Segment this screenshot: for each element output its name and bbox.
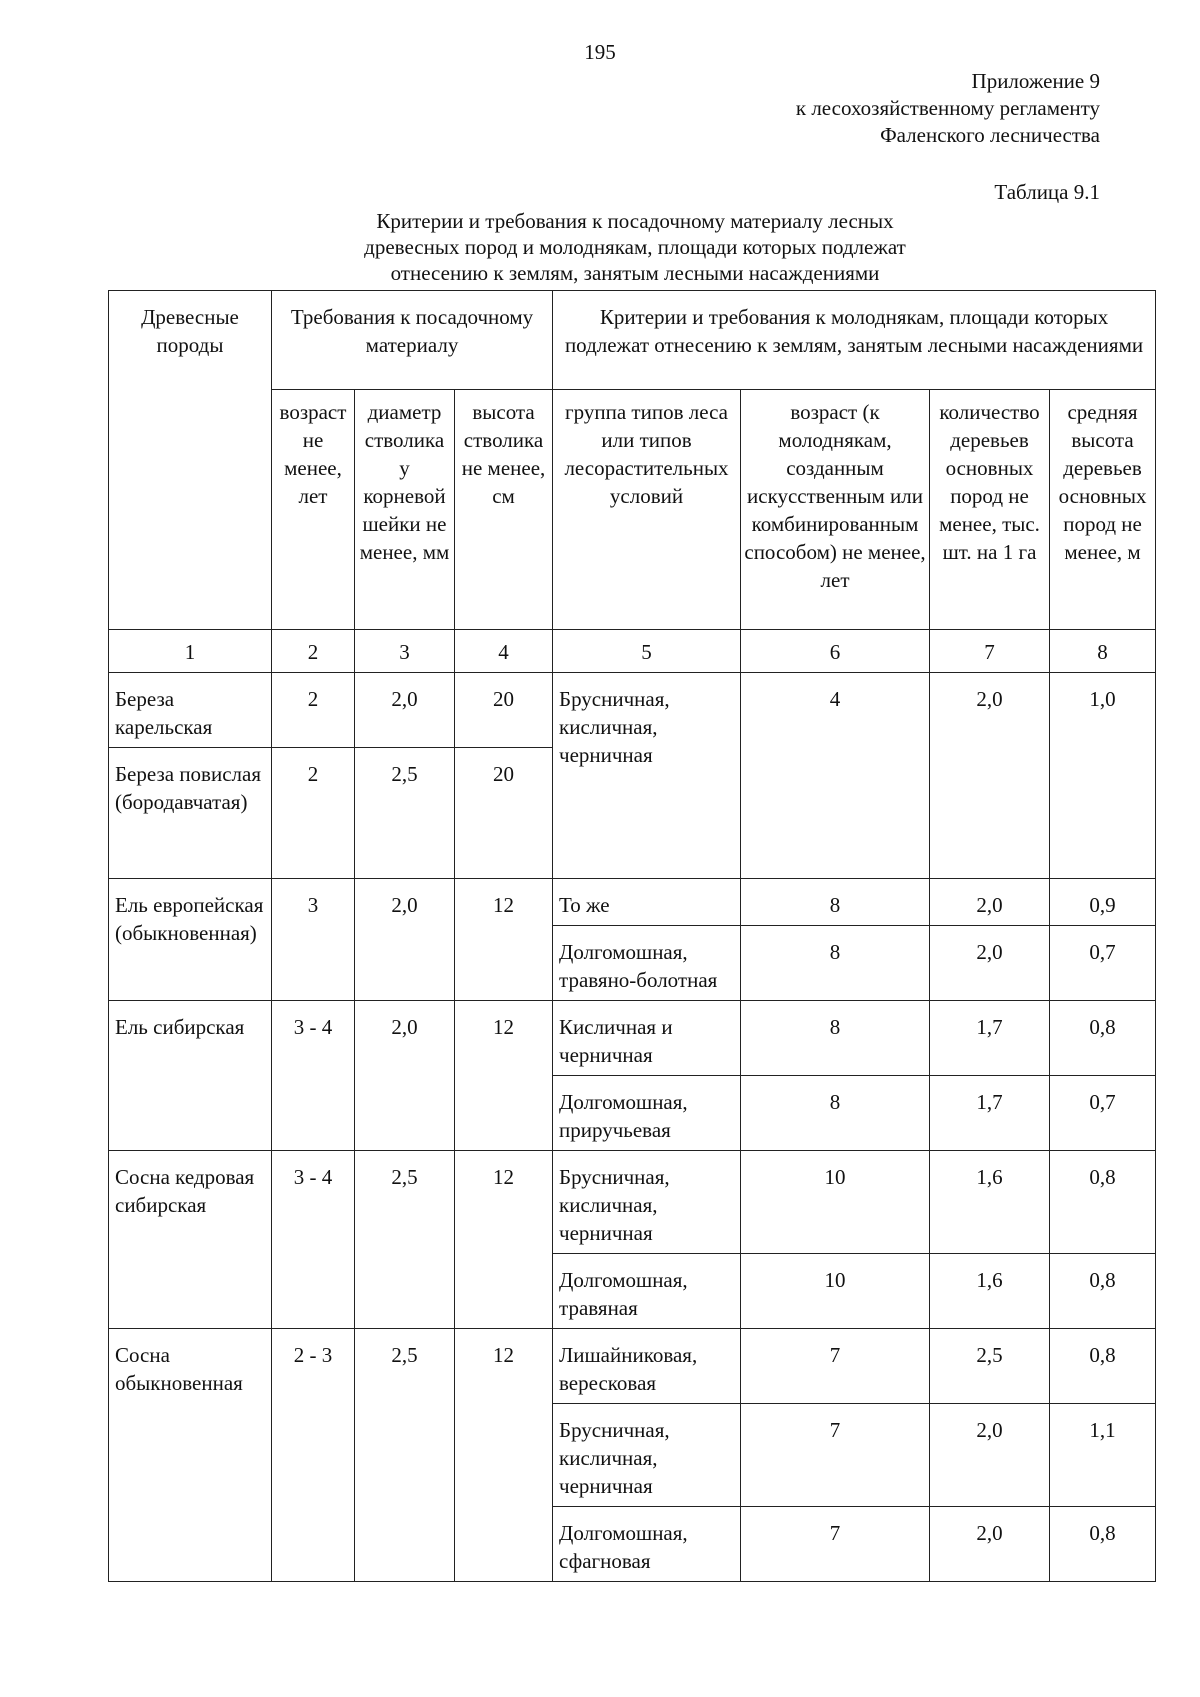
age-cell: 3 (272, 879, 355, 1001)
forest-type-cell: Брусничная, кисличная, черничная (553, 673, 741, 879)
young-age-cell: 10 (741, 1151, 930, 1254)
forest-type-cell: Долгомошная, травяно-болотная (553, 926, 741, 1001)
forest-type-cell: Брусничная, кисличная, черничная (553, 1151, 741, 1254)
table-row (109, 1151, 1156, 1254)
tree-count-cell: 2,0 (930, 879, 1050, 926)
forest-type-cell: То же (553, 879, 741, 926)
header-young-requirements: Критерии и требования к молоднякам, площади которых подлежат отнесению к землям, занятым лесными насаждениями (553, 291, 1156, 390)
avg-height-cell: 0,7 (1050, 1076, 1156, 1151)
table-row (109, 673, 1156, 748)
avg-height-cell: 0,8 (1050, 1254, 1156, 1329)
tree-count-cell: 1,6 (930, 1254, 1050, 1329)
height-cell: 12 (455, 1001, 553, 1151)
column-number: 7 (930, 630, 1050, 673)
forest-type-cell: Долгомошная, травяная (553, 1254, 741, 1329)
avg-height-cell: 1,0 (1050, 673, 1156, 879)
height-cell: 12 (455, 1151, 553, 1329)
caption-line: древесных пород и молоднякам, площади которых подлежат (364, 235, 906, 259)
table-row (109, 1001, 1156, 1076)
header-young-age: возраст (к молоднякам, созданным искусственным или комбинированным способом) не менее, лет (741, 390, 930, 630)
species-cell: Ель европейская (обыкновенная) (109, 879, 272, 1001)
height-cell: 20 (455, 748, 553, 879)
appendix-line: Фаленского лесничества (880, 123, 1100, 147)
young-age-cell: 7 (741, 1404, 930, 1507)
avg-height-cell: 0,8 (1050, 1151, 1156, 1254)
avg-height-cell: 0,8 (1050, 1001, 1156, 1076)
age-cell: 3 - 4 (272, 1151, 355, 1329)
diameter-cell: 2,0 (355, 879, 455, 1001)
tree-count-cell: 2,0 (930, 673, 1050, 879)
caption-line: Критерии и требования к посадочному материалу лесных (376, 209, 894, 233)
age-cell: 3 - 4 (272, 1001, 355, 1151)
tree-count-cell: 1,6 (930, 1151, 1050, 1254)
age-cell: 2 (272, 748, 355, 879)
column-number: 6 (741, 630, 930, 673)
diameter-cell: 2,5 (355, 1151, 455, 1329)
header-avg-height: средняя высота деревьев основных пород не менее, м (1050, 390, 1156, 630)
header-diameter: диаметр стволика у корневой шейки не менее, мм (355, 390, 455, 630)
species-cell: Береза повислая (бородавчатая) (109, 748, 272, 879)
species-cell: Сосна кедровая сибирская (109, 1151, 272, 1329)
avg-height-cell: 0,8 (1050, 1329, 1156, 1404)
age-cell: 2 (272, 673, 355, 748)
diameter-cell: 2,0 (355, 673, 455, 748)
table-caption (0, 208, 1200, 286)
column-number: 2 (272, 630, 355, 673)
avg-height-cell: 0,7 (1050, 926, 1156, 1001)
appendix-heading (796, 68, 1100, 149)
tree-count-cell: 2,5 (930, 1329, 1050, 1404)
tree-count-cell: 2,0 (930, 926, 1050, 1001)
header-planting-requirements: Требования к посадочному материалу (272, 291, 553, 390)
table-row (109, 879, 1156, 926)
page-number: 195 (584, 40, 616, 64)
young-age-cell: 10 (741, 1254, 930, 1329)
young-age-cell: 7 (741, 1507, 930, 1582)
appendix-line: к лесохозяйственному регламенту (795, 96, 1100, 120)
species-cell: Береза карельская (109, 673, 272, 748)
forest-type-cell: Кисличная и черничная (553, 1001, 741, 1076)
forest-type-cell: Брусничная, кисличная, черничная (553, 1404, 741, 1507)
height-cell: 12 (455, 879, 553, 1001)
forest-type-cell: Долгомошная, приручьевая (553, 1076, 741, 1151)
column-number: 1 (109, 630, 272, 673)
height-cell: 12 (455, 1329, 553, 1582)
criteria-table (108, 290, 1156, 1582)
column-numbers-row (109, 630, 1156, 673)
header-species: Древесные породы (109, 291, 272, 630)
young-age-cell: 8 (741, 1076, 930, 1151)
avg-height-cell: 0,9 (1050, 879, 1156, 926)
species-cell: Ель сибирская (109, 1001, 272, 1151)
diameter-cell: 2,0 (355, 1001, 455, 1151)
forest-type-cell: Долгомошная, сфагновая (553, 1507, 741, 1582)
young-age-cell: 4 (741, 673, 930, 879)
young-age-cell: 7 (741, 1329, 930, 1404)
avg-height-cell: 0,8 (1050, 1507, 1156, 1582)
header-height: высота стволика не менее, см (455, 390, 553, 630)
diameter-cell: 2,5 (355, 748, 455, 879)
appendix-line: Приложение 9 (971, 69, 1100, 93)
column-number: 5 (553, 630, 741, 673)
column-number: 4 (455, 630, 553, 673)
tree-count-cell: 2,0 (930, 1507, 1050, 1582)
tree-count-cell: 1,7 (930, 1001, 1050, 1076)
young-age-cell: 8 (741, 1001, 930, 1076)
header-age: возраст не менее, лет (272, 390, 355, 630)
forest-type-cell: Лишайниковая, вересковая (553, 1329, 741, 1404)
young-age-cell: 8 (741, 926, 930, 1001)
height-cell: 20 (455, 673, 553, 748)
avg-height-cell: 1,1 (1050, 1404, 1156, 1507)
column-number: 3 (355, 630, 455, 673)
header-forest-type: группа типов леса или типов лесорастительных условий (553, 390, 741, 630)
table-row (109, 1329, 1156, 1404)
header-tree-count: количество деревьев основных пород не менее, тыс. шт. на 1 га (930, 390, 1050, 630)
age-cell: 2 - 3 (272, 1329, 355, 1582)
species-cell: Сосна обыкновенная (109, 1329, 272, 1582)
caption-line: отнесению к землям, занятым лесными насаждениями (390, 261, 880, 285)
diameter-cell: 2,5 (355, 1329, 455, 1582)
young-age-cell: 8 (741, 879, 930, 926)
tree-count-cell: 2,0 (930, 1404, 1050, 1507)
table-label: Таблица 9.1 (994, 180, 1100, 204)
tree-count-cell: 1,7 (930, 1076, 1050, 1151)
column-number: 8 (1050, 630, 1156, 673)
header-row (109, 291, 1156, 390)
